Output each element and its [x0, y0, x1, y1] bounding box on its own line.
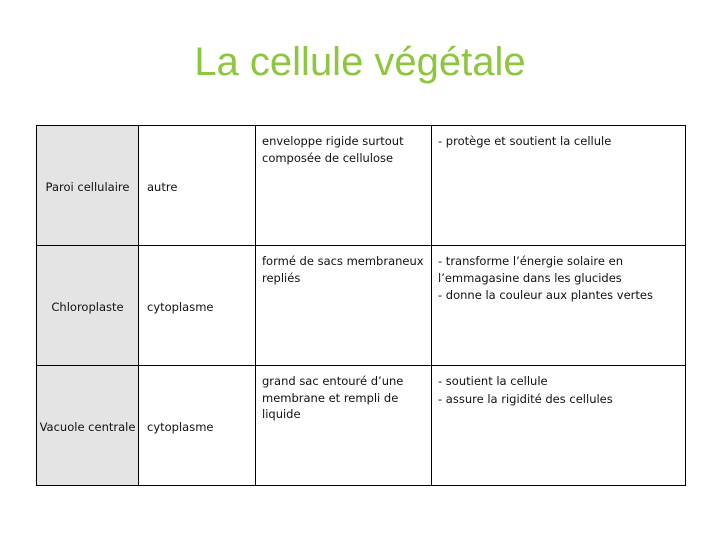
role-list — [432, 246, 685, 304]
slide-title: La cellule végétale — [194, 40, 526, 84]
location-text: cytoplasme — [147, 300, 214, 314]
location-text: autre — [147, 180, 178, 194]
role-cell — [432, 366, 686, 486]
role-list — [432, 126, 685, 150]
role-item: - assure la rigidité des cellules — [438, 391, 613, 406]
role-list — [432, 366, 685, 407]
description-text: enveloppe rigide surtout composée de cellulose — [262, 134, 404, 165]
location-text: cytoplasme — [147, 420, 214, 434]
organelle-table — [36, 125, 686, 486]
organelle-cell — [37, 126, 139, 246]
description-text: grand sac entouré d’une membrane et rempli de liquide — [262, 374, 404, 422]
location-label — [147, 419, 213, 437]
location-label — [147, 299, 213, 317]
organelle-cell — [37, 246, 139, 366]
role-item: - donne la couleur aux plantes vertes — [438, 288, 653, 303]
description-cell — [256, 366, 432, 486]
organelle-name: Paroi cellulaire — [45, 180, 130, 194]
role-cell — [432, 126, 686, 246]
role-item: - transforme l’énergie solaire en l’emmagasine dans les glucides — [438, 254, 623, 285]
organelle-name: Chloroplaste — [51, 300, 124, 314]
description-cell — [256, 126, 432, 246]
role-item: - soutient la cellule — [438, 374, 548, 388]
table-row — [37, 366, 686, 486]
organelle-cell — [37, 366, 139, 486]
role-cell — [432, 246, 686, 366]
role-item: - protège et soutient la cellule — [438, 134, 612, 148]
table-row — [37, 126, 686, 246]
table-row — [37, 246, 686, 366]
description-text: formé de sacs membraneux repliés — [262, 254, 424, 285]
location-cell — [139, 366, 256, 486]
description-cell — [256, 246, 432, 366]
location-cell — [139, 246, 256, 366]
location-cell — [139, 126, 256, 246]
organelle-name: Vacuole centrale — [39, 420, 136, 434]
location-label — [147, 179, 177, 197]
